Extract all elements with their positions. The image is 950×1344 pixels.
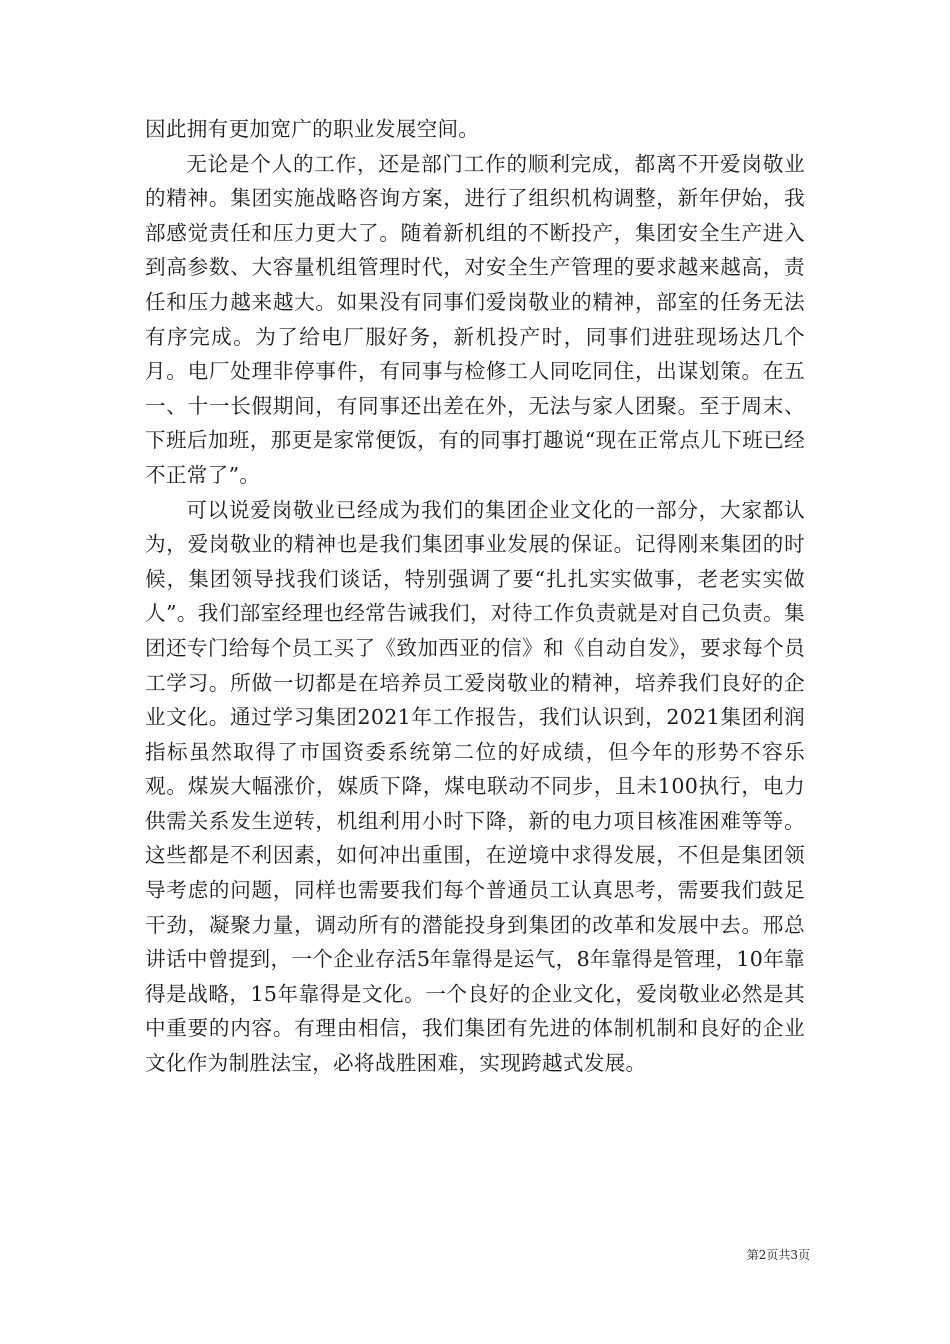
page-number-footer: 第2页共3页 — [746, 1248, 810, 1262]
document-body — [145, 112, 805, 1081]
paragraph-1: 因此拥有更加宽广的职业发展空间。 — [145, 117, 480, 141]
paragraph-3: 可以说爱岗敬业已经成为我们的集团企业文化的一部分，大家都认为，爱岗敬业的精神也是我们集团事业发展的保证。记得刚来集团的时候，集团领导找我们谈话，特别强调了要“扎扎实实做事，老老实实做人”。我们部室经理也经常告诫我们，对待工作负责就是对自己负责。集团还专门给每个员工买了《致加西亚的信》和《自动自发》，要求每个员工学习。所做一切都是在培养员工爱岗敬业的精神，培养我们良好的企业文化。通过学习集团2021年工作报告，我们认识到，2021集团利润指标虽然取得了市国资委系统第二位的好成绩，但今年的形势不容乐观。煤炭大幅涨价，媒质下降，煤电联动不同步，且未100执行，电力供需关系发生逆转，机组利用小时下降，新的电力项目核准困难等等。这些都是不利因素，如何冲出重围，在逆境中求得发展，不但是集团领导考虑的问题，同样也需要我们每个普通员工认真思考，需要我们鼓足干劲，凝聚力量，调动所有的潜能投身到集团的改革和发展中去。邢总讲话中曾提到，一个企业存活5年靠得是运气，8年靠得是管理，10年靠得是战略，15年靠得是文化。一个良好的企业文化，爱岗敬业必然是其中重要的内容。有理由相信，我们集团有先进的体制机制和良好的企业文化作为制胜法宝，必将战胜困难，实现跨越式发展。 — [145, 497, 805, 1076]
paragraph-2: 无论是个人的工作，还是部门工作的顺利完成，都离不开爱岗敬业的精神。集团实施战略咨询方案，进行了组织机构调整，新年伊始，我部感觉责任和压力更大了。随着新机组的不断投产，集团安全生产进入到高参数、大容量机组管理时代，对安全生产管理的要求越来越高，责任和压力越来越大。如果没有同事们爱岗敬业的精神，部室的任务无法有序完成。为了给电厂服好务，新机投产时，同事们进驻现场达几个月。电厂处理非停事件，有同事与检修工人同吃同住，出谋划策。在五一、十一长假期间，有同事还出差在外，无法与家人团聚。至于周末、下班后加班，那更是家常便饭，有的同事打趣说“现在正常点儿下班已经不正常了”。 — [145, 151, 805, 487]
